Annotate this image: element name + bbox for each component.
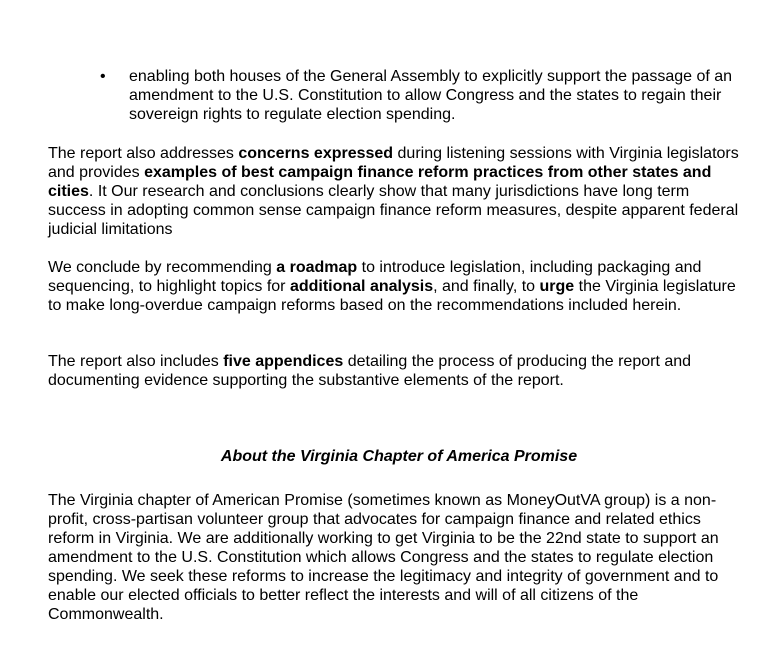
bold-phrase: examples of best campaign finance reform practices from other states and cities [48,164,712,200]
paragraph-text: The report also addresses [48,145,239,162]
paragraph-roadmap [48,258,748,315]
paragraph-text: , and finally, to [433,278,540,295]
paragraph-text: The report also includes [48,353,224,370]
bold-phrase: concerns expressed [238,145,394,162]
paragraph-text: the Virginia legislature to make long-overdue campaign reforms based on the recommendations included herein. [48,278,736,314]
bold-phrase: urge [539,278,575,295]
about-paragraph: The Virginia chapter of American Promise (sometimes known as MoneyOutVA group) is a non-profit, cross-partisan volunteer group that advocates for campaign finance and related ethics reform in Virginia. We are additionally working to get Virginia to be the 22nd state to support an amendment to the U.S. Constitution which allows Congress and the states to regulate election spending. We seek these reforms to increase the legitimacy and integrity of government and to enable our elected officials to better reflect the interests and will of all citizens of the Commonwealth. [48,492,719,623]
bold-phrase: a roadmap [276,259,358,276]
section-heading: About the Virginia Chapter of America Promise [220,448,578,465]
paragraph-concerns [48,144,748,239]
paragraph-text: detailing the process of producing the report and documenting evidence supporting the substantive elements of the report. [48,353,692,389]
bold-phrase: additional analysis [289,278,434,295]
paragraph-text: We conclude by recommending [48,259,277,276]
bullet-text: enabling both houses of the General Assembly to explicitly support the passage of an amendment to the U.S. Constitution to allow Congress and the states to regain their sovereign rights to regulate election spending. [129,68,733,123]
paragraph-appendices [48,352,748,390]
paragraph-text: to introduce legislation, including packaging and sequencing, to highlight topics for [48,259,702,295]
bullet-mark: • [100,68,106,85]
bold-phrase: five appendices [223,353,344,370]
paragraph-text: during listening sessions with Virginia legislators and provides [48,145,739,181]
paragraph-text: . It Our research and conclusions clearly show that many jurisdictions have long term success in adopting common sense campaign finance reform measures, despite apparent federal judicial limitations [48,183,739,238]
